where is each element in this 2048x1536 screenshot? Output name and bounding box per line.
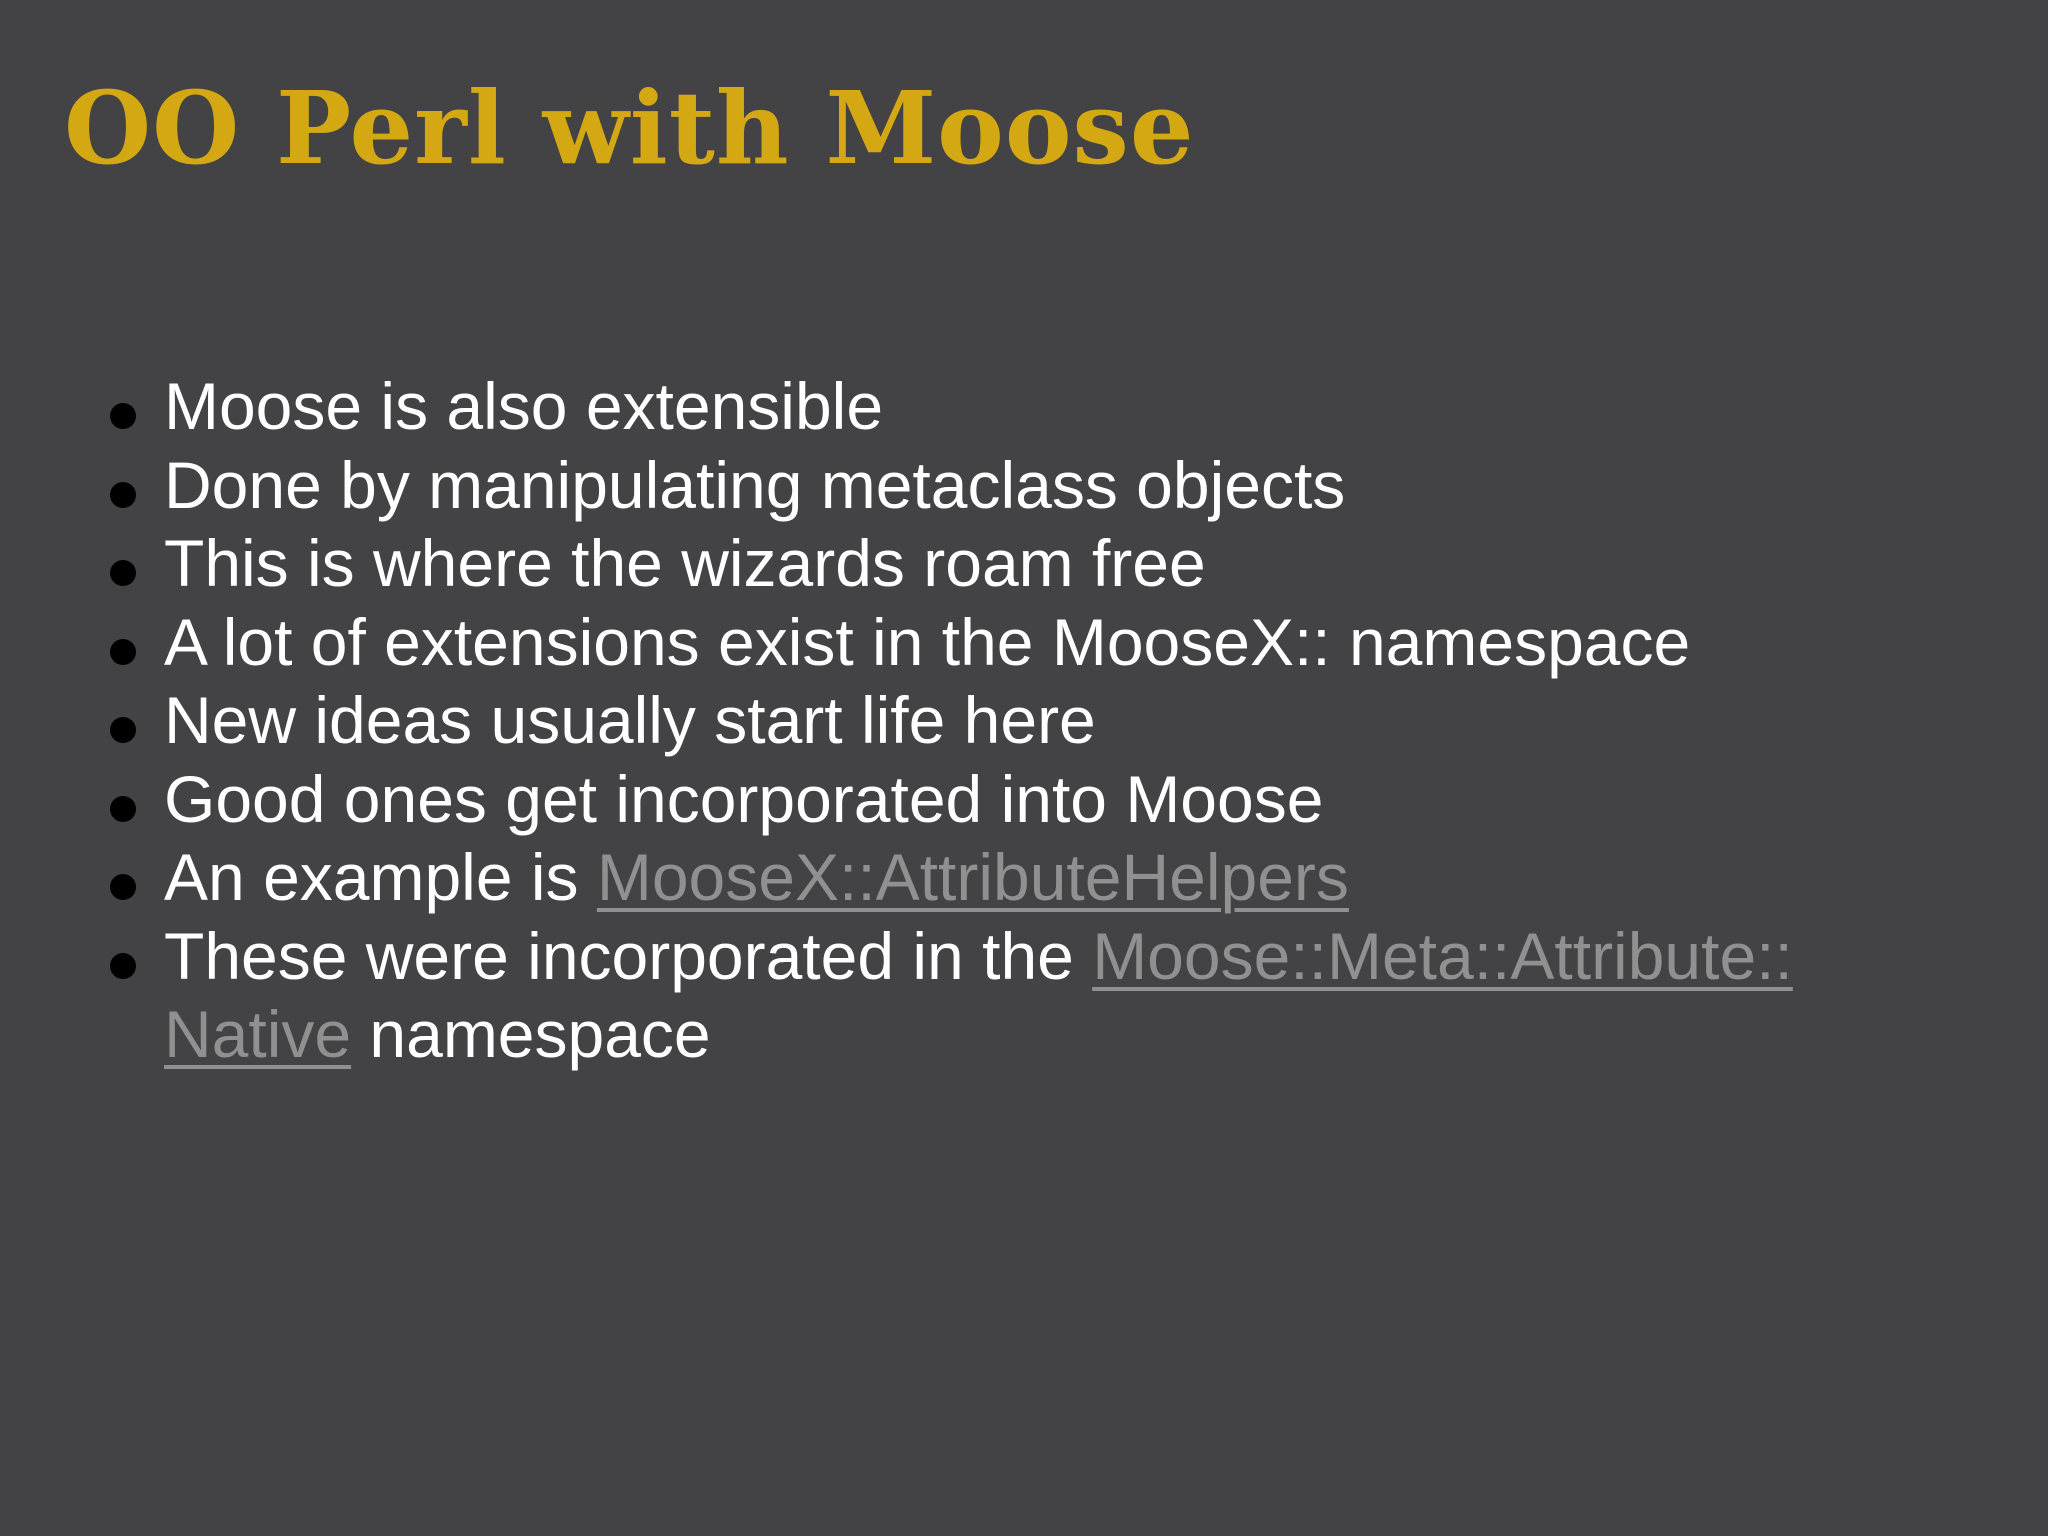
bullet-item bbox=[108, 681, 1908, 760]
bullet-icon bbox=[110, 560, 136, 586]
bullet-item bbox=[108, 917, 1984, 1074]
bullet-item bbox=[108, 524, 1908, 603]
bullet-icon bbox=[110, 953, 136, 979]
bullet-icon bbox=[110, 403, 136, 429]
bullet-text: Done by manipulating metaclass objects bbox=[164, 447, 1346, 522]
bullet-item bbox=[108, 367, 1908, 446]
bullet-icon bbox=[110, 639, 136, 665]
bullet-text: These were incorporated in the bbox=[164, 918, 1093, 993]
bullet-icon bbox=[110, 717, 136, 743]
bullet-item bbox=[108, 838, 1908, 917]
link-text-part1: Moose::Meta::Attribute:: bbox=[1092, 918, 1793, 993]
bullet-icon bbox=[110, 874, 136, 900]
bullet-icon bbox=[110, 796, 136, 822]
bullet-item bbox=[108, 446, 1908, 525]
bullet-icon bbox=[110, 482, 136, 508]
slide-title: OO Perl with Moose bbox=[64, 69, 1195, 187]
bullet-text: Moose is also extensible bbox=[164, 369, 884, 443]
bullet-item bbox=[108, 603, 1908, 682]
bullet-list bbox=[108, 367, 1908, 1074]
bullet-item bbox=[108, 760, 1908, 839]
bullet-text: Good ones get incorporated into Moose bbox=[164, 761, 1324, 836]
bullet-text: An example is bbox=[164, 840, 597, 914]
bullet-text: New ideas usually start life here bbox=[164, 683, 1096, 757]
moosex-attributehelpers-link[interactable]: MooseX::AttributeHelpers bbox=[596, 840, 1349, 914]
bullet-text: This is where the wizards roam free bbox=[164, 526, 1206, 600]
bullet-text-after: namespace bbox=[351, 997, 711, 1071]
link-text-part2: Native bbox=[164, 997, 352, 1071]
bullet-text: A lot of extensions exist in the MooseX:: namespace bbox=[164, 604, 1691, 679]
